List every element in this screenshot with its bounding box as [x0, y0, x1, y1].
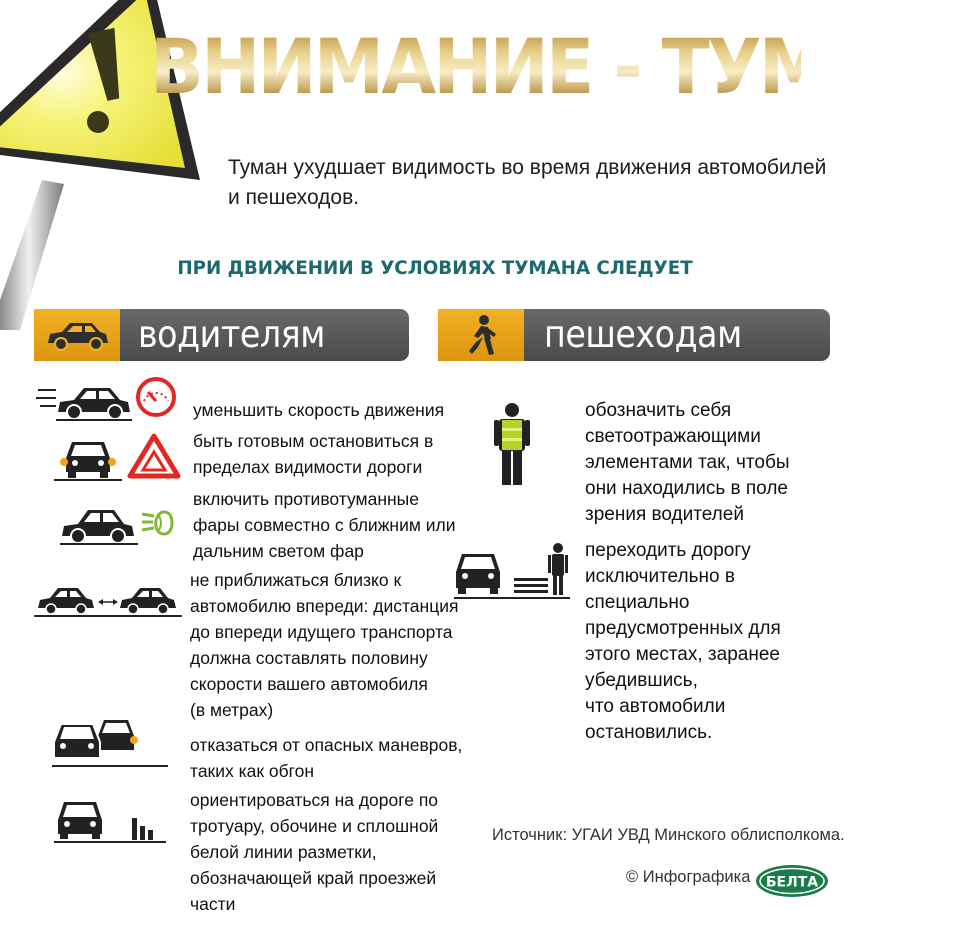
- intro-line: и пешеходов.: [228, 186, 360, 209]
- driver-tip-4: не приближаться близко к автомобилю впереди: дистанция до впереди идущего транспорта должна составлять половину скорости вашего автомобиля (в метрах): [190, 570, 459, 720]
- intro-text: [228, 153, 848, 213]
- driver-tip-2: быть готовым остановиться в пределах видимости дороги: [193, 431, 434, 477]
- section-heading: ПРИ ДВИЖЕНИИ В УСЛОВИЯХ ТУМАНА СЛЕДУЕТ: [177, 257, 693, 279]
- walking-person-icon: [438, 309, 524, 361]
- driver-tip-1: уменьшить скорость движения: [193, 400, 445, 420]
- car-road-edge-icon: [54, 802, 166, 842]
- car-crosswalk-pedestrian-icon: [454, 543, 570, 598]
- drivers-header: [34, 309, 409, 361]
- car-warning-triangle-icon: [54, 436, 178, 480]
- belta-logo: [754, 863, 830, 899]
- pedestrians-header: [438, 309, 830, 361]
- pedestrians-label: пешеходам: [544, 313, 742, 356]
- car-fog-light-icon: [60, 510, 172, 544]
- cars-overtaking-icon: [52, 720, 168, 766]
- logo-text: БЕЛТА: [765, 874, 819, 891]
- pedestrians-badge: [438, 309, 524, 361]
- speeding-car-speedometer-icon: [36, 374, 176, 424]
- driver-tip-6: ориентироваться на дороге по тротуару, обочине и сплошной белой линии разметки, обозначающей край проезжей части: [190, 790, 439, 914]
- source-note: Источник: УГАИ УВД Минского облисполкома.: [492, 826, 845, 844]
- pedestrian-tip-1: обозначить себя светоотражающими элементами так, чтобы они находились в поле зрения водителей: [585, 400, 790, 525]
- page-title: ВНИМАНИЕ - ТУМАН!: [150, 22, 801, 122]
- drivers-badge: [34, 309, 120, 361]
- infographic-credit: © Инфографика: [626, 868, 751, 886]
- cars-distance-icon: [34, 588, 182, 616]
- car-icon: [34, 309, 120, 361]
- intro-line: Туман ухудшает видимость во время движения автомобилей: [228, 156, 827, 179]
- driver-tip-5: отказаться от опасных маневров, таких как обгон: [190, 735, 463, 781]
- driver-tip-3: включить противотуманные фары совместно с ближним или дальним светом фар: [193, 489, 456, 561]
- pedestrian-tip-2: переходить дорогу исключительно в специально предусмотренных для этого местах, заранее убедившись, что автомобили остановились.: [585, 540, 781, 743]
- drivers-label: водителям: [138, 313, 325, 356]
- pedestrian-reflective-vest-icon: [494, 403, 530, 485]
